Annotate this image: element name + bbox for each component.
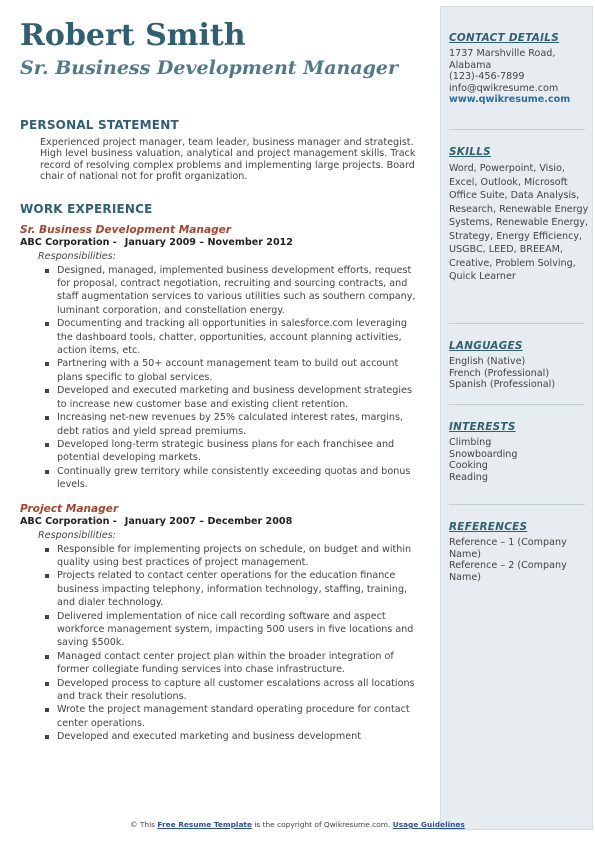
contact-section [449,32,591,106]
job-meta [20,516,420,527]
reference-item: Reference – 2 (Company Name) [449,560,567,583]
language-item: French (Professional) [449,367,550,379]
languages-list [449,356,591,391]
interests-list [449,437,591,483]
list-item: Partnering with a 50+ account management team to build out account plans specific to global services. [20,357,420,384]
job-title: Project Manager [20,502,119,515]
list-item: Documenting and tracking all opportunities in salesforce.com leveraging the dashboard tools, chatter, opportunities, account planning activities, action items, etc. [20,317,420,357]
footer-prefix: © This [130,820,158,829]
personal-statement-text: Experienced project manager, team leader, business manager and strategist. High level business valuation, analytical and project management skills. Track record of resolving complex problems and implementing large projects. Board chair of national not for profit organization. [40,137,416,183]
section-heading-skills: SKILLS [449,146,491,158]
references-list [449,537,591,583]
job-meta [20,237,420,248]
work-experience-section [20,202,420,744]
interests-section [449,421,591,483]
languages-section [449,340,591,391]
candidate-title: Sr. Business Development Manager [20,57,399,79]
email-address: info@qwikresume.com [449,82,559,94]
main-column [20,18,420,744]
list-item: Developed process to capture all customer escalations across all locations and track their resolutions. [20,677,420,704]
job-entry [20,224,420,492]
free-resume-template-link[interactable]: Free Resume Template [157,820,252,829]
responsibilities-list [20,264,420,492]
section-heading-contact: CONTACT DETAILS [449,32,560,44]
responsibilities-list [20,543,420,744]
language-item: Spanish (Professional) [449,379,556,391]
list-item: Designed, managed, implemented business development efforts, request for proposal, contract negotiation, recruiting and sourcing contracts, and staff augmentation services to various utilities such as southern company, luminant corporation, and constellation energy. [20,264,420,318]
website-link[interactable]: www.qwikresume.com [449,94,571,106]
job-company: ABC Corporation - [20,236,117,248]
job-dates: January 2009 – November 2012 [124,236,293,248]
address-line: 1737 Marshville Road, [449,48,556,59]
interest-item: Reading [449,471,488,483]
phone-number: (123)-456-7899 [449,71,525,83]
footer-copyright-text: is the copyright of Qwikresume.com. [251,820,393,829]
job-entry [20,503,420,744]
language-item: English (Native) [449,356,526,367]
responsibilities-label: Responsibilities: [38,250,116,262]
skills-text: Word, Powerpoint, Visio, Excel, Outlook, Microsoft Office Suite, Data Analysis, Research, Renewable Energy Systems, Renewable Energy, Strategy, Energy Efficiency, USGBC, LEED, BREEAM, Creative, Problem Solving, Quick Learner [449,163,589,282]
responsibilities-label: Responsibilities: [38,529,116,541]
section-heading-personal-statement: PERSONAL STATEMENT [20,118,179,132]
list-item: Responsible for implementing projects on schedule, on budget and within quality using best practices of project management. [20,543,420,570]
list-item: Managed contact center project plan within the broader integration of former collegiate funding services into chase infrastructure. [20,650,420,677]
interest-item: Cooking [449,460,488,472]
usage-guidelines-link[interactable]: Usage Guidelines [392,820,465,829]
section-heading-languages: LANGUAGES [449,340,523,352]
list-item: Delivered implementation of nice call recording software and aspect workforce management system, impacting 500 users in five locations and saving $500k. [20,610,420,650]
contact-details [449,48,591,106]
section-heading-references: REFERENCES [449,521,528,533]
job-title: Sr. Business Development Manager [20,223,232,236]
job-company: ABC Corporation - [20,515,117,527]
interest-item: Climbing [449,437,492,448]
list-item: Developed and executed marketing and business development [20,730,420,743]
job-dates: January 2007 – December 2008 [124,515,293,527]
list-item: Wrote the project management standard operating procedure for contact center operations. [20,703,420,730]
section-heading-interests: INTERESTS [449,421,516,433]
list-item: Developed and executed marketing and business development strategies to increase new customer base and existing client retention. [20,384,420,411]
section-heading-work-experience: WORK EXPERIENCE [20,201,153,216]
list-item: Developed long-term strategic business plans for each franchisee and potential developing markets. [20,438,420,465]
list-item: Projects related to contact center operations for the education finance business impacting telephony, information technology, staffing, training, and dialer technology. [20,569,420,609]
divider [449,323,585,324]
interest-item: Snowboarding [449,448,518,460]
footer [0,820,595,829]
divider [449,129,585,130]
reference-item: Reference – 1 (Company Name) [449,537,567,560]
divider [449,404,585,405]
list-item: Continually grew territory while consistently exceeding quotas and bonus levels. [20,465,420,492]
skills-section [449,146,591,284]
candidate-name: Robert Smith [20,18,246,53]
sidebar [440,6,593,830]
references-section [449,521,591,583]
address-line: Alabama [449,59,492,71]
list-item: Increasing net-new revenues by 25% calculated interest rates, margins, debt ratios and yield spread premiums. [20,411,420,438]
personal-statement-section [20,118,420,183]
divider [449,504,585,505]
